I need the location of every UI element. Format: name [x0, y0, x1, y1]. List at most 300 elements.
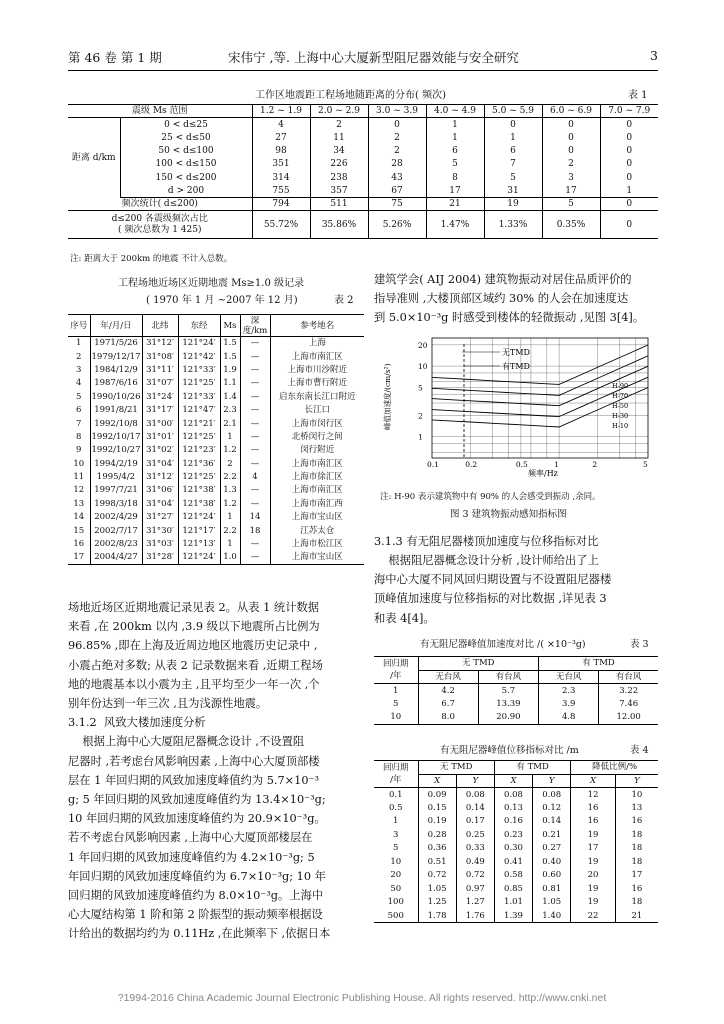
label-no-tmd: 无TMD [502, 348, 530, 357]
table1-stat-label: 频次统计( d≤200) [68, 198, 252, 211]
table2-row [68, 390, 364, 403]
table2-cell: 4 [68, 377, 90, 390]
table3-subheader: 无台风 [539, 670, 599, 684]
table1-row-label: 50 < d≤100 [120, 144, 252, 157]
table1-cell: 1 [484, 131, 542, 144]
table4-cell: 0.23 [494, 828, 532, 842]
table1-cell: 0 [542, 144, 600, 157]
table2-cell: 121°33′ [178, 390, 220, 403]
text-line: 96.85% ,即在上海及近周边地区地震历史记录中 , [68, 639, 318, 653]
table4-cell: 22 [571, 909, 615, 923]
table4-cell: 50 [374, 882, 418, 896]
table2-cell: 上海市松江区 [291, 539, 343, 550]
table2-cell: 13 [68, 497, 90, 510]
table1-row [68, 118, 658, 131]
table4-row [374, 855, 658, 869]
table2-cell: 1990/10/26 [91, 391, 141, 402]
table2-row [68, 337, 364, 350]
table2-cell: 12 [68, 484, 90, 497]
table2-row [68, 524, 364, 537]
table2-cell: 1.1 [220, 377, 240, 390]
table4-cell: 17 [571, 842, 615, 856]
table4-cell: 0.85 [494, 882, 532, 896]
table2-cell: 2002/8/23 [90, 537, 142, 550]
table2-cell: 121°38′ [178, 484, 220, 497]
table2-cell: 121°25′ [178, 430, 220, 443]
table2-cell: 31°24′ [142, 390, 178, 403]
section-3-1-3-heading: 3.1.3 有无阻尼器楼顶加速度与位移指标对比 [374, 535, 599, 548]
table4-cell: 0.97 [456, 882, 494, 896]
table1-stat-cell: 19 [484, 198, 542, 211]
table2-cell: 17 [68, 551, 90, 564]
text-line: 别年份达到一年三次 ,且为浅源性地震。 [68, 697, 268, 711]
text-line: 建筑学会( AIJ 2004) 建筑物振动对居住品质评价的 [374, 273, 632, 286]
table2-cell: 1994/2/19 [90, 457, 142, 470]
table2-cell: 14 [240, 511, 270, 524]
table2-cell: — [240, 403, 270, 416]
table4-cell: 16 [571, 801, 615, 815]
table2-cell: 121°23′ [178, 444, 220, 457]
table2-cell: 1971/5/26 [90, 337, 142, 350]
table2-cell: — [240, 537, 270, 550]
table2-cell: 31°00′ [142, 417, 178, 430]
right-body-text [374, 270, 658, 328]
table2-header-1: 年/月/日 [90, 315, 142, 337]
table4-cell: 0.1 [374, 788, 418, 802]
table1-stat-cell: 511 [310, 198, 368, 211]
table3-subheader: 有台风 [615, 671, 642, 682]
table2-cell: 上海市川沙附近 [287, 364, 347, 375]
table2-cell: — [240, 551, 270, 564]
table1-stat-cell: 75 [368, 198, 426, 211]
table1-note: 注: 距离大于 200km 的地震 不计入总数。 [70, 254, 233, 264]
table3-header-row [374, 657, 658, 671]
text-line: 心大厦结构第 1 阶和第 2 阶振型的振动频率根据设 [68, 908, 323, 922]
table2-cell: 1997/7/21 [90, 484, 142, 497]
table4-period-header [374, 761, 418, 788]
table1-cell: 3 [542, 171, 600, 184]
table2-header-4: Ms [220, 315, 240, 337]
table4-cell: 0.14 [456, 801, 494, 815]
table4-cell: 0.08 [533, 788, 571, 802]
table4-cell: 0.51 [418, 855, 456, 869]
table2-cell: 121°13′ [178, 537, 220, 550]
table4-cell: 18 [631, 829, 643, 840]
table2-row [68, 551, 364, 564]
text-line: 小震占绝对多数; 从表 2 记录数据来看 ,近期工程场 [68, 658, 323, 672]
table1-row-label: 25 < d≤50 [120, 131, 252, 144]
table2-cell: 11 [68, 470, 90, 483]
table4-period-unit: /年 [390, 775, 402, 785]
table4-cell: 19 [571, 828, 615, 842]
table4-cell: 1 [374, 815, 418, 829]
table3-period-header [374, 657, 418, 684]
table2-header-0: 序号 [68, 315, 90, 337]
table1-pct-cell: 0 [626, 219, 633, 230]
table1-pct-cell: 1.47% [426, 211, 484, 239]
table1-col-4: 5.0 ~ 5.9 [484, 105, 542, 118]
table1-pct-row [68, 211, 658, 239]
table2-cell: 上海市宝山区 [291, 552, 343, 563]
table4-cell: 0.19 [418, 815, 456, 829]
table1-stat-row [68, 198, 658, 211]
table2-cell: 1.9 [220, 363, 240, 376]
table2-cell: 31°12′ [142, 470, 178, 483]
table2-header-row [68, 315, 364, 337]
x-tick-label: 0.5 [515, 460, 528, 469]
table2-cell: 启东东南长江口附近 [278, 391, 356, 402]
table1-cell: 0 [626, 146, 633, 157]
table1-pct-cell: 1.33% [484, 211, 542, 239]
table4-group-no-tmd: 无 TMD [418, 761, 494, 775]
table2-cell: 1.5 [220, 337, 240, 350]
table4-cell: 1.78 [418, 909, 456, 923]
curve-label: H-90 [612, 382, 629, 390]
table1-pct-cell: 55.72% [252, 211, 310, 239]
table1-cell: 1 [426, 118, 484, 131]
table4-cell: 13 [631, 802, 643, 813]
table1-cell: 8 [426, 171, 484, 184]
table1 [68, 104, 658, 239]
table2-cell: 2004/4/27 [90, 551, 142, 564]
table4-row [374, 882, 658, 896]
table4-cell: 1.01 [494, 896, 532, 910]
table4-cell: 3 [374, 828, 418, 842]
table1-cell: 28 [368, 158, 426, 171]
table2-cell: — [240, 350, 270, 363]
table1-pct-cell: 35.86% [310, 211, 368, 239]
table2-cell: 1 [220, 430, 240, 443]
table1-cell: 2 [368, 144, 426, 157]
table2-cell: 1.5 [220, 350, 240, 363]
table4-subheader: X [418, 774, 456, 788]
table1-row-label: d > 200 [120, 184, 252, 197]
table2-row [68, 444, 364, 457]
table3-cell: 20.90 [478, 711, 538, 725]
table2-cell: 1992/10/17 [91, 431, 141, 442]
table4-row [374, 801, 658, 815]
table4-cell: 16 [631, 816, 643, 827]
table4-cell: 0.15 [418, 801, 456, 815]
table2-cell: 16 [68, 537, 90, 550]
y-tick-label: 5 [418, 383, 423, 393]
table3-title: 有无阻尼器峰值加速度对比 /( ×10⁻³g) [420, 639, 586, 650]
table1-cell: 11 [310, 131, 368, 144]
table3-subheader: 无台风 [418, 670, 478, 684]
table2-cell: 2 [68, 350, 90, 363]
table1-stat-cell: 5 [542, 198, 600, 211]
table2-cell: 121°38′ [178, 497, 220, 510]
table4-cell: 10 [631, 789, 643, 800]
table3-cell: 13.39 [478, 697, 538, 711]
table1-pct-label [68, 211, 252, 239]
table4-cell: 1.39 [494, 909, 532, 923]
table1-cell: 351 [252, 158, 310, 171]
table1-cell: 27 [252, 131, 310, 144]
text-line: 地的地震基本以小震为主 ,且平均至少一年一次 ,个 [68, 677, 320, 691]
table1-title: 工作区地震距工程场地随距离的分布( 频次) [255, 90, 446, 101]
table2-row [68, 497, 364, 510]
table2-cell: 4 [240, 470, 270, 483]
table1-cell: 226 [310, 158, 368, 171]
table4-cell: 1.25 [418, 896, 456, 910]
table2-cell: 121°25′ [178, 470, 220, 483]
table3-cell: 4.2 [418, 684, 478, 698]
table4-row [374, 842, 658, 856]
label-tmd: 有TMD [502, 362, 530, 371]
table4-row [374, 909, 658, 923]
table1-cell: 0 [368, 118, 426, 131]
table2-cell: 31°07′ [142, 377, 178, 390]
table2-cell: — [240, 390, 270, 403]
table1-cell: 0 [626, 132, 633, 143]
table4-cell: 18 [631, 856, 643, 867]
y-tick-label: 20 [418, 340, 428, 350]
table2-cell: 1984/12/9 [90, 363, 142, 376]
table4 [374, 760, 658, 923]
table1-cell: 34 [310, 144, 368, 157]
table2-row [68, 470, 364, 483]
table2-cell: 8 [68, 430, 90, 443]
table1-col-3: 4.0 ~ 4.9 [426, 105, 484, 118]
table2-cell: 上海市南汇西 [291, 498, 343, 509]
table2-cell: 1.2 [220, 444, 240, 457]
table4-cell: 1.05 [418, 882, 456, 896]
table4-cell: 0.14 [533, 815, 571, 829]
table2-row [68, 430, 364, 443]
table4-subheader: X [494, 774, 532, 788]
table4-subheader: Y [533, 774, 571, 788]
table1-cell: 6 [426, 144, 484, 157]
table4-cell: 0.17 [456, 815, 494, 829]
table1-col-5: 6.0 ~ 6.9 [542, 105, 600, 118]
table2-cell: 北桥闵行之间 [291, 431, 343, 442]
table4-cell: 19 [571, 882, 615, 896]
table2-cell: 闵行附近 [300, 445, 335, 456]
running-header [68, 48, 658, 70]
table4-cell: 0.13 [494, 801, 532, 815]
table2-cell: 121°24′ [178, 551, 220, 564]
table1-row [68, 144, 658, 157]
table3-cell: 8.0 [418, 711, 478, 725]
table1-stat-cell: 794 [252, 198, 310, 211]
table2-cell: — [240, 497, 270, 510]
table2-header-3: 东经 [178, 315, 220, 337]
table4-cell: 0.16 [494, 815, 532, 829]
table2-cell: 121°36′ [178, 457, 220, 470]
table2-cell: 31°04′ [142, 457, 178, 470]
table4-cell: 0.81 [533, 882, 571, 896]
table2-cell: 1998/3/18 [90, 497, 142, 510]
table4-cell: 0.72 [456, 869, 494, 883]
table1-col-1: 2.0 ~ 2.9 [310, 105, 368, 118]
table2-header-5: 深度/km [240, 315, 270, 337]
table1-cell: 1 [426, 131, 484, 144]
table1-cell: 0 [626, 172, 633, 183]
table2-cell: 2002/4/29 [90, 511, 142, 524]
x-tick-label: 2 [592, 460, 598, 469]
table2-cell: 2.1 [220, 417, 240, 430]
table1-cell: 7 [484, 158, 542, 171]
table4-cell: 0.28 [418, 828, 456, 842]
table1-pct-label-line1: d≤200 各震级频次占比 [111, 213, 208, 224]
figure3-xlabel: 频率/Hz [528, 469, 558, 478]
text-line: 年回归期的风致加速度峰值约为 6.7×10⁻³g; 10 年 [68, 869, 326, 883]
table2-cell: 31°17′ [142, 403, 178, 416]
table4-cell: 0.36 [418, 842, 456, 856]
table2-subtitle: ( 1970 年 1 月 ~2007 年 12 月) [146, 295, 298, 306]
table2-cell: 1991/8/21 [90, 403, 142, 416]
table3-row [374, 697, 658, 711]
table2-row [68, 363, 364, 376]
table3 [374, 656, 658, 725]
table3-cell: 12.00 [616, 712, 641, 722]
table1-cell: 357 [310, 184, 368, 197]
table2-row [68, 377, 364, 390]
table2-row [68, 511, 364, 524]
table3-cell: 4.8 [539, 711, 599, 725]
table2-cell: — [240, 484, 270, 497]
table2-cell: 2002/7/17 [90, 524, 142, 537]
table2-cell: 1979/12/17 [91, 351, 141, 362]
table4-cell: 10 [374, 855, 418, 869]
table2-cell: 31°01′ [142, 430, 178, 443]
x-tick-label: 1 [554, 460, 559, 469]
table4-cell: 0.58 [494, 869, 532, 883]
table2-cell: 121°24′ [178, 511, 220, 524]
table4-cell: 0.60 [533, 869, 571, 883]
table2-cell: 121°17′ [178, 524, 220, 537]
table1-cell: 4 [252, 118, 310, 131]
table4-cell: 0.08 [456, 788, 494, 802]
table4-cell: 1.27 [456, 896, 494, 910]
table2-cell: 1992/10/8 [90, 417, 142, 430]
curve-label: H-10 [612, 422, 629, 430]
table4-number: 表 4 [630, 745, 649, 756]
curve-label: H-50 [612, 402, 629, 410]
table2-cell: — [240, 337, 270, 350]
table2-cell: — [240, 444, 270, 457]
table4-cell: 20 [571, 869, 615, 883]
table4-cell: 1.05 [533, 896, 571, 910]
text-line: 指导准则 ,大楼顶部区域约 30% 的人会在加速度达 [374, 292, 629, 306]
curve-label: H-30 [612, 412, 629, 420]
table2-cell: 31°12′ [142, 337, 178, 350]
table2-cell: 15 [68, 524, 90, 537]
table3-subheader: 有台风 [478, 670, 538, 684]
table2-cell: 上海市南汇区 [291, 485, 343, 496]
table1-stat-cell: 0 [626, 199, 633, 210]
table4-subheader: X [571, 774, 615, 788]
table2-row [68, 350, 364, 363]
table4-cell: 0.72 [418, 869, 456, 883]
table2-cell: 上海 [308, 338, 326, 349]
table2-cell: 14 [68, 511, 90, 524]
text-line: 3.1.2 风致大楼加速度分析 [68, 716, 206, 730]
table2-cell: 江苏太仓 [300, 525, 335, 536]
text-line: 尼器时 ,若考虑台风影响因素 ,上海中心大厦顶部楼 [68, 754, 320, 768]
table1-cell: 6 [484, 144, 542, 157]
table4-cell: 500 [374, 909, 418, 923]
table3-cell: 5.7 [478, 684, 538, 698]
table2-cell: 31°08′ [142, 350, 178, 363]
table4-period-label: 回归期 [382, 763, 409, 773]
table2 [68, 314, 364, 565]
table2-cell: 121°21′ [178, 417, 220, 430]
table2-cell: 31°03′ [142, 537, 178, 550]
header-rule [68, 70, 658, 71]
curve-label: H-70 [612, 392, 629, 400]
table1-col-0: 1.2 ~ 1.9 [252, 105, 310, 118]
table4-cell: 17 [631, 870, 643, 881]
table3-cell: 1 [374, 684, 418, 698]
table2-cell: — [240, 377, 270, 390]
table2-number: 表 2 [334, 295, 354, 306]
table2-row [68, 537, 364, 550]
table4-cell: 19 [571, 896, 615, 910]
table3-period-unit: /年 [390, 671, 402, 681]
table4-cell: 1.40 [533, 909, 571, 923]
table4-row [374, 896, 658, 910]
figure3-note: 注: H-90 表示建筑物中有 90% 的人会感受到振动 ,余同。 [380, 492, 601, 502]
table2-cell: 9 [68, 444, 90, 457]
table3-cell: 10 [374, 711, 418, 725]
table2-cell: 上海市南汇区 [291, 458, 343, 469]
table4-cell: 20 [374, 869, 418, 883]
table2-cell: 3 [68, 363, 90, 376]
table2-cell: 2.2 [220, 524, 240, 537]
table1-cell: 2 [368, 131, 426, 144]
table2-cell: 121°25′ [178, 377, 220, 390]
table4-subheader: Y [634, 775, 640, 786]
table3-row [374, 684, 658, 698]
table1-stat-cell: 21 [426, 198, 484, 211]
table2-cell: — [240, 363, 270, 376]
table4-cell: 18 [631, 843, 643, 854]
table2-cell: 1 [220, 537, 240, 550]
text-line: 海中心大厦不同风回归期设置与不设置阻尼器楼 [374, 573, 612, 587]
text-line: 若不考虑台风影响因素 ,上海中心大厦顶部楼层在 [68, 831, 313, 845]
table4-cell: 100 [374, 896, 418, 910]
table2-cell: 7 [68, 417, 90, 430]
table2-cell: 31°30′ [142, 524, 178, 537]
text-line: 根据阻尼器概念设计分析 ,设计师给出了上 [374, 554, 599, 567]
table2-cell: 121°33′ [178, 363, 220, 376]
text-line: 层在 1 年回归期的风致加速度峰值约为 5.7×10⁻³ [68, 773, 320, 787]
table1-row [68, 158, 658, 171]
table4-cell: 0.12 [533, 801, 571, 815]
table1-cell: 98 [252, 144, 310, 157]
table2-cell: 1 [68, 337, 90, 350]
table4-header-row [374, 761, 658, 775]
table4-cell: 16 [571, 815, 615, 829]
table1-pct-label-line2: ( 频次总数为 1 425) [117, 224, 202, 235]
table2-row [68, 403, 364, 416]
table2-cell: 上海市南汇区 [291, 351, 343, 362]
text-line: g; 5 年回归期的风致加速度峰值约为 13.4×10⁻³g; [68, 793, 326, 807]
table2-cell: 31°11′ [142, 363, 178, 376]
table2-cell: 121°42′ [178, 350, 220, 363]
left-body-text [68, 598, 364, 944]
table2-cell: 1.4 [220, 390, 240, 403]
text-line: 顶峰值加速度与位移指标的对比数据 ,详见表 3 [374, 592, 607, 606]
table4-cell: 0.08 [494, 788, 532, 802]
table4-row [374, 788, 658, 802]
text-line: 场地近场区近期地震记录见表 2。从表 1 统计数据 [68, 601, 320, 614]
table2-cell: 1995/4/2 [90, 470, 142, 483]
table4-cell: 0.30 [494, 842, 532, 856]
table3-cell: 5 [374, 697, 418, 711]
